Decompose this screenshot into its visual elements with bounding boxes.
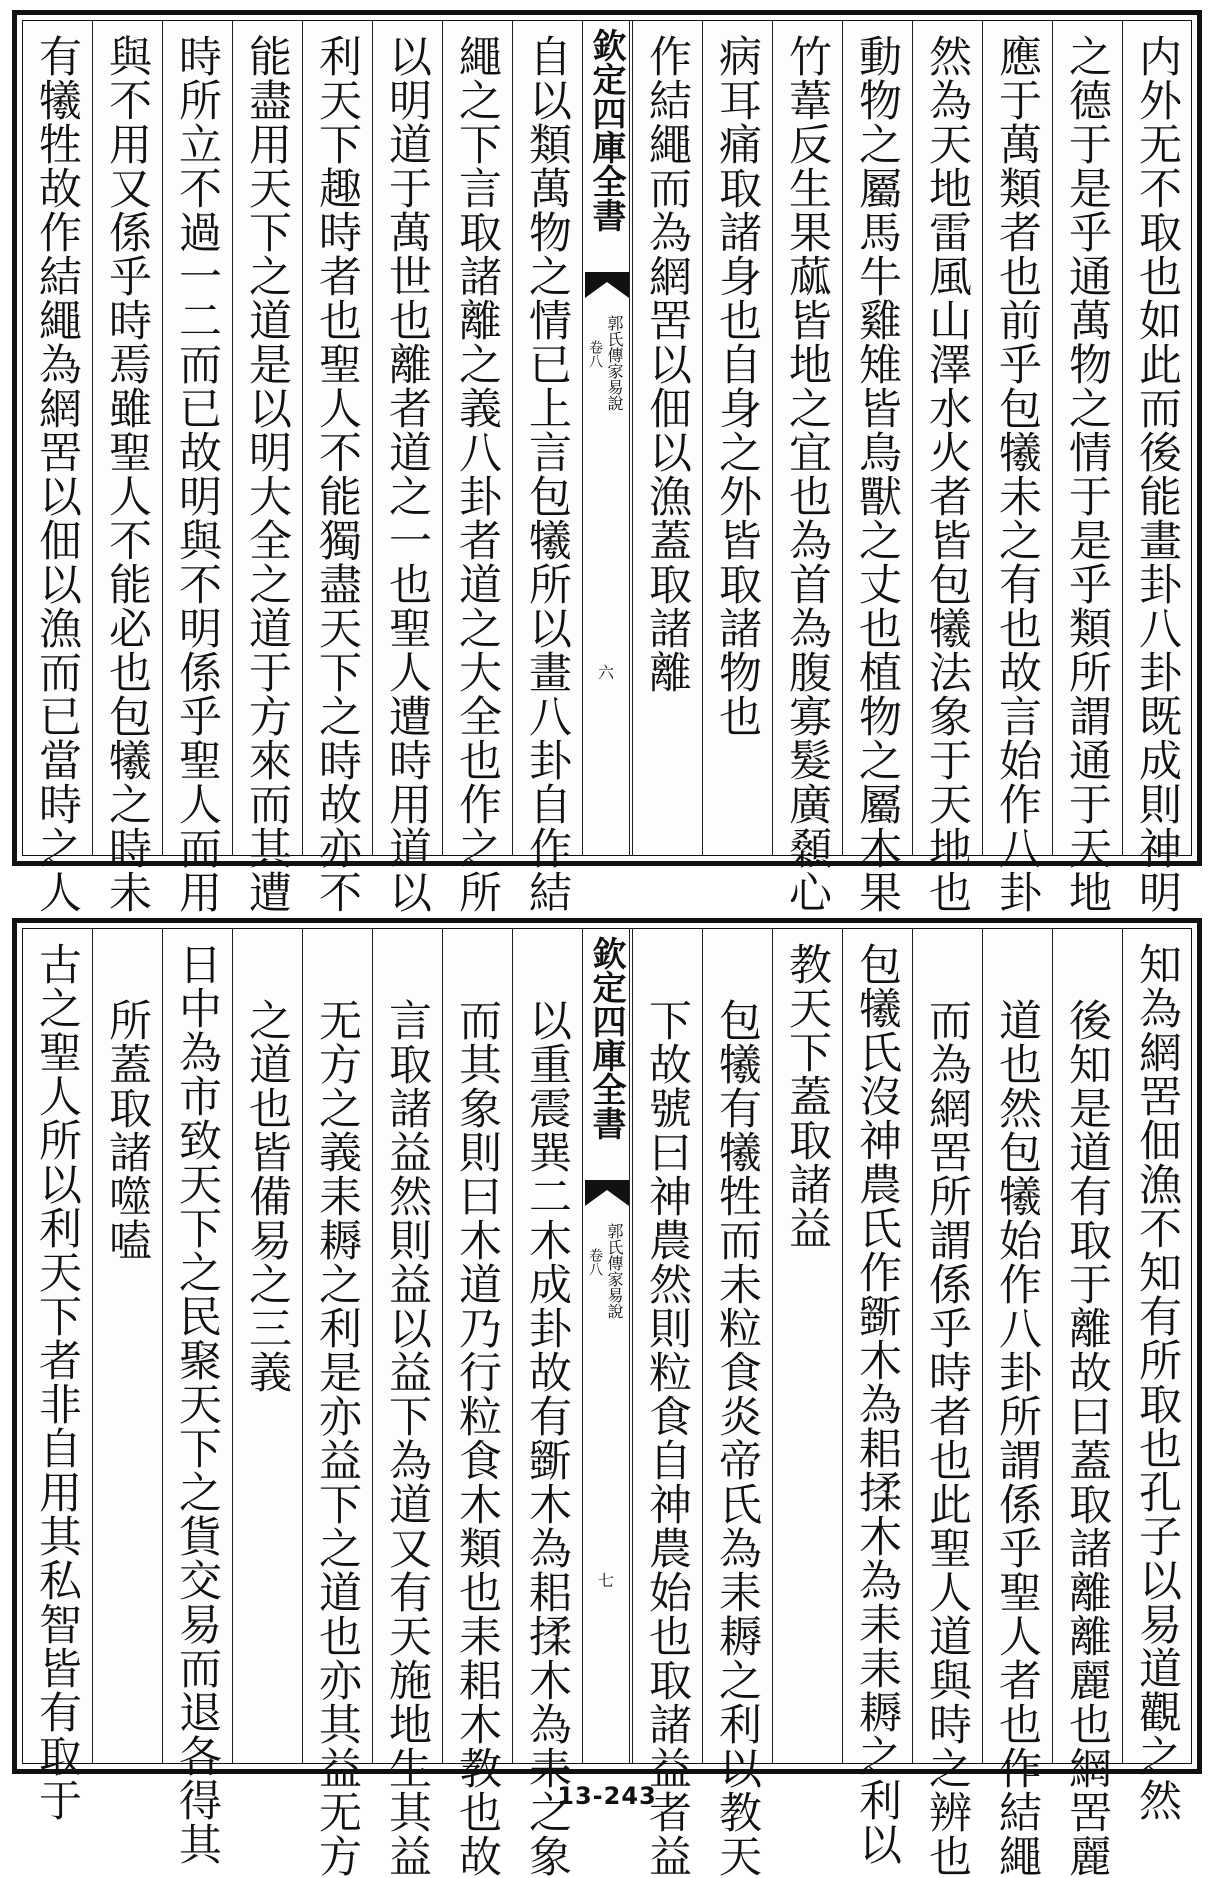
fishtail-mark-icon bbox=[585, 1178, 629, 1208]
book-title: 郭氏傳家易說 bbox=[605, 1223, 624, 1319]
text-column: 无方之義耒耨之利是亦益下之道也亦其益无方 bbox=[302, 928, 372, 1764]
text-column: 内外无不取也如此而後能畫卦八卦既成則神明 bbox=[1122, 20, 1192, 856]
text-column: 與不用又係乎時焉雖聖人不能必也包犧之時未 bbox=[92, 20, 162, 856]
text-column: 作結繩而為網罟以佃以漁蓋取諸離 bbox=[632, 20, 702, 856]
text-columns bbox=[22, 20, 1192, 914]
text-column: 而其象則曰木道乃行粒食木類也耒耜木教也故 bbox=[442, 928, 512, 1764]
text-column: 之道也皆備易之三義 bbox=[232, 928, 302, 1764]
text-column: 然為天地雷風山澤水火者皆包犧法象于天地也 bbox=[912, 20, 982, 856]
text-column: 所蓋取諸噬嗑 bbox=[92, 928, 162, 1764]
text-column: 病耳痛取諸身也自身之外皆取諸物也 bbox=[702, 20, 772, 856]
text-column: 繩之下言取諸離之義八卦者道之大全也作之所 bbox=[442, 20, 512, 856]
series-title: 欽定四庫全書 bbox=[586, 936, 626, 1140]
text-column: 日中為市致天下之民聚天下之貨交易而退各得其 bbox=[162, 928, 232, 1764]
volume-label: 卷八 bbox=[587, 340, 603, 368]
page-number: 13-243 bbox=[557, 1782, 657, 1810]
text-column: 竹葦反生果蓏皆地之宜也為首為腹寡髮廣顙心 bbox=[772, 20, 842, 856]
center-fold-column bbox=[582, 928, 630, 1764]
text-column: 古之聖人所以利天下者非自用其私智皆有取于 bbox=[32, 942, 82, 1822]
book-title: 郭氏傳家易說 bbox=[605, 315, 624, 411]
text-column: 利天下趣時者也聖人不能獨盡天下之時故亦不 bbox=[302, 20, 372, 856]
text-column: 以重震巽二木成卦故有斵木為耜揉木為耒之象 bbox=[512, 928, 582, 1764]
text-column: 應于萬類者也前乎包犧未之有也故言始作八卦 bbox=[982, 20, 1052, 856]
fishtail-mark-icon bbox=[585, 270, 629, 300]
text-column: 包犧氏沒神農氏作斵木為耜揉木為耒耒耨之利以 bbox=[842, 928, 912, 1764]
series-title: 欽定四庫全書 bbox=[586, 28, 626, 232]
text-column: 後知是道有取于離故曰蓋取諸離離麗也網罟麗 bbox=[1052, 928, 1122, 1764]
text-column: 能盡用天下之道是以明大全之道于方來而其遭 bbox=[232, 20, 302, 856]
text-column: 以明道于萬世也離者道之一也聖人遭時用道以 bbox=[372, 20, 442, 856]
text-column: 動物之屬馬牛雞雉皆鳥獸之丈也植物之屬木果 bbox=[842, 20, 912, 856]
volume-label: 卷八 bbox=[587, 1248, 603, 1276]
text-column: 知為網罟佃漁不知有所取也孔子以易道觀之然 bbox=[1122, 928, 1192, 1764]
leaf-number: 七 bbox=[597, 1571, 614, 1590]
text-column: 言取諸益然則益以益下為道又有天施地生其益 bbox=[372, 928, 442, 1764]
text-column: 下故號曰神農然則粒食自神農始也取諸益者益 bbox=[632, 928, 702, 1764]
text-column: 道也然包犧始作八卦所謂係乎聖人者也作結繩 bbox=[982, 928, 1052, 1764]
text-column: 有犧牲故作結繩為網罟以佃以漁而已當時之人 bbox=[32, 34, 82, 914]
text-column: 自以類萬物之情已上言包犧所以畫八卦自作結 bbox=[512, 20, 582, 856]
text-column: 教天下蓋取諸益 bbox=[772, 928, 842, 1764]
text-column: 而為網罟所謂係乎時者也此聖人道與時之辨也 bbox=[912, 928, 982, 1764]
upper-page-leaf bbox=[12, 10, 1202, 914]
center-fold-column bbox=[582, 20, 630, 856]
text-column: 包犧有犧牲而未粒食炎帝氏為耒耨之利以教天 bbox=[702, 928, 772, 1764]
text-column: 時所立不過一二而已故明與不明係乎聖人而用 bbox=[162, 20, 232, 856]
text-column: 之德于是乎通萬物之情于是乎類所謂通于天地 bbox=[1052, 20, 1122, 856]
leaf-number: 六 bbox=[597, 663, 614, 682]
